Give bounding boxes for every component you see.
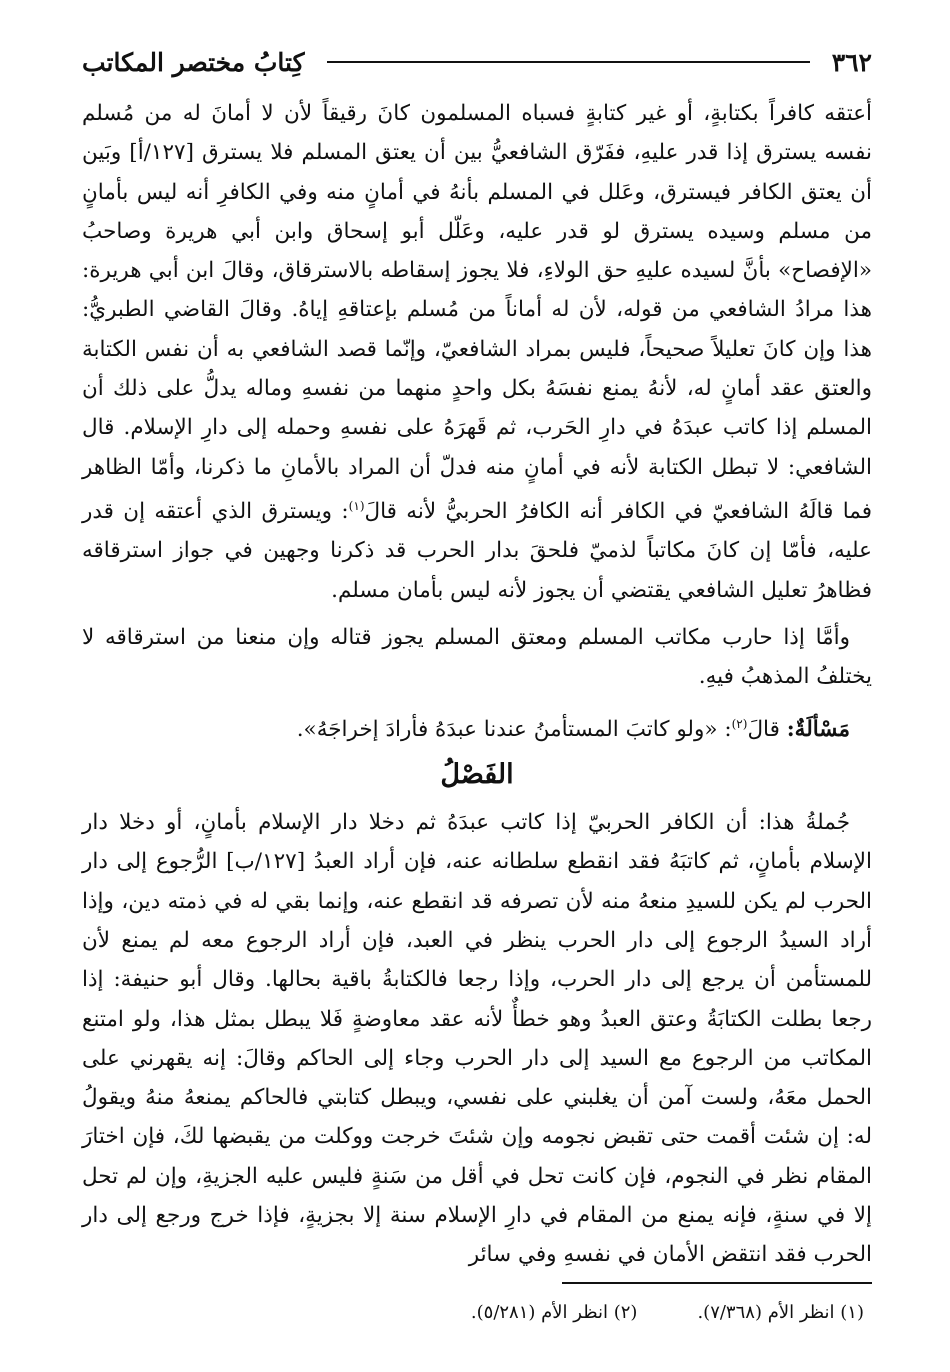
masala-qala: قالَ — [747, 716, 787, 742]
footnote-row — [82, 1302, 872, 1323]
footnote-1: (١) انظر الأم (٧/٣٦٨). — [697, 1301, 864, 1323]
masala-line — [82, 705, 872, 749]
page-number: ٣٦٢ — [831, 47, 872, 77]
masala-label: مَسْألَةٌ: — [786, 716, 850, 742]
footnote-ref-2: (٢) — [731, 716, 748, 731]
header-rule — [327, 61, 810, 63]
footnotes — [82, 1282, 872, 1323]
running-header — [82, 42, 872, 82]
paragraph-1-text: أعتقه كافراً بكتابةٍ، أو غير كتابةٍ فسباه المسلمون كانَ رقيقاً لأن لا أمانَ له من مُسلم نفسه يسترق إذا قدر عليهِ، ففَرّق الشافعيُّ بين أن يعتق المسلم فلا يسترق [١٢٧/أ] وبَين أن يعتق الكافر فيسترق، وعَلل في المسلم بأنهُ في أمانٍ منه وفي الكافرِ أنه ليس بأمانٍ من مسلم وسيده يسترق لو قدر عليه، وعَلّل أبو إسحاق وابن أبي هريرة وصاحبُ «الإفصاح» بأنَّ لسيده عليهِ حق الولاءِ، فلا يجوز إسقاطه بالاسترقاق، وقالَ ابن أبي هريرة: هذا مرادُ الشافعي من قوله، لأن له أماناً من مُسلم بإعتاقهِ إياهُ. وقالَ القاضي الطبريُّ: هذا وإن كانَ تعليلاً صحيحاً، فليس بمراد الشافعيّ، وإنّما قصد الشافعي به أن نفس الكتابة والعتق عقد أمانٍ له، لأنهُ يمنع نفسَهُ بكل واحدٍ منهما من نفسهِ وماله يدلُّ على ذلك أن المسلم إذا كاتب عبدَهُ في دارِ الحَرب، ثم قَهرَهُ على نفسهِ وحمله إلى دارِ الإسلام. قال الشافعي: لا تبطل الكتابة لأنه في أمانٍ منه فدلّ أن المراد بالأمانِ ما ذكرنا، وأمّا الظاهر فما قالَهُ الشافعيّ في الكافر أنه الكافرُ الحربيُّ لأنه قالَ — [82, 101, 872, 525]
paragraph-3: جُملةُ هذا: أن الكافر الحربيّ إذا كاتب عبدَهُ ثم دخلا دار الإسلام بأمانٍ، أو دخلا دار الإسلام بأمانٍ، ثم كاتبَهُ فقد انقطع سلطانه عنه، فإن أراد العبدُ [١٢٧/ب] الرُّجوع إلى دار الحرب لم يكن للسيدِ منعهُ منه لأن تصرفه قد انقطع عنه، وإنما بقي له في ذمته دين، وإذا أراد السيدُ الرجوع إلى دار الحرب ينظر في العبد، فإن أراد الرجوع معه لم يمنع لأن للمستأمن أن يرجع إلى دار الحرب، وإذا رجعا فالكتابةُ باقية بحالها. وقال أبو حنيفة: إذا رجعا بطلت الكتابَةُ وعتق العبدُ وهو خطأٌ لأنه عقد معاوضةٍ فَلا يبطل بمثل هذا، ولو امتنع المكاتب من الرجوع مع السيد إلى دار الحرب وجاء إلى الحاكم وقالَ: إنه يقهرني على الحمل معَهُ، ولست آمن أن يغلبني على نفسي، ويبطل كتابتي فالحاكم يمنعهُ منهُ ويقولُ له: إن شئت أقمت حتى تقبض نجومه وإن شئتَ خرجت ووكلت من يقبضها لكَ، فإن اختارَ المقام نظر في النجوم، فإن كانت تحل في أقل من سَنةٍ فليس عليه الجزيةِ، وإن لم تحل إلا في سنةٍ، فإنه يمنع من المقام في دارِ الإسلام سنة إلا بجزيةٍ، فإذا خرج ورجع إلى دار الحرب فقد انتقض الأمان في نفسهِ وفي سائر — [82, 810, 872, 1268]
masala-text: : «ولو كاتبَ المستأمنُ عندنا عبدَهُ فأرادَ إخراجَهُ». — [296, 716, 732, 742]
main-text — [82, 94, 872, 1275]
paragraph-1 — [82, 94, 872, 610]
paragraph-2: وأمَّا إذا حارب مكاتب المسلم ومعتق المسلم يجوز قتاله وإن منعنا من استرقاقه لا يختلفُ المذهبُ فيهِ. — [82, 625, 872, 690]
footnote-ref-1: (١) — [348, 498, 365, 513]
section-heading: الفَصْلُ — [440, 759, 514, 791]
book-title: كِتابُ مختصر المكاتب — [82, 47, 305, 77]
book-page — [82, 42, 872, 1342]
paragraph-1-continued: : ويسترق الذي أعتقه إن قدر عليه، فأمّا إن كانَ مكاتباً لذميّ فلحقَ بدار الحرب قد ذكرنا وجهين في جواز استرقاقه فظاهرُ تعليل الشافعي يقتضي أن يجوز لأنه ليس بأمان مسلم. — [82, 499, 872, 603]
footnote-2: (٢) انظر الأم (٥/٢٨١). — [470, 1301, 638, 1323]
footnote-rule — [562, 1282, 872, 1284]
